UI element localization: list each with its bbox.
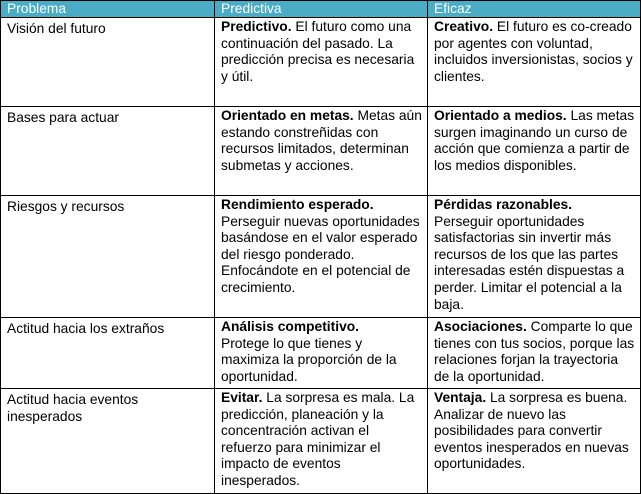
- predictive-cell: [215, 318, 428, 389]
- effectual-cell-heading: Creativo.: [434, 19, 494, 34]
- predictive-cell: [215, 389, 428, 494]
- header-eficaz: Eficaz: [428, 1, 641, 18]
- predictive-cell-heading: Análisis competitivo.: [221, 319, 360, 334]
- predictive-cell: [215, 107, 428, 196]
- predictive-cell-text: Perseguir nuevas oportunidades basándose en el valor esperado del riesgo ponderado. Enfocándote en el potencial de crecimiento.: [221, 213, 420, 295]
- effectual-cell: [428, 196, 641, 318]
- effectual-cell: [428, 318, 641, 389]
- effectual-cell-text: Perseguir oportunidades satisfactorias sin invertir más recursos de los que las partes interesadas estén dispuestas a perder. Limitar el potencial a la baja.: [434, 213, 625, 312]
- table-row: [1, 107, 641, 196]
- table-row: [1, 18, 641, 107]
- predictive-cell-heading: Rendimiento esperado.: [221, 197, 374, 212]
- table-row: [1, 196, 641, 318]
- predictive-cell: [215, 196, 428, 318]
- problem-cell: Riesgos y recursos: [1, 196, 215, 318]
- predictive-cell-heading: Orientado en metas.: [221, 108, 354, 123]
- predictive-cell-text: Protege lo que tienes y maximiza la proporción de la oportunidad.: [221, 335, 397, 384]
- predictive-cell-text: Metas aún estando constreñidas con recursos limitados, determinan submetas y acciones.: [221, 108, 422, 173]
- header-problema: Problema: [1, 1, 215, 18]
- effectual-cell-text: Las metas surgen imaginando un curso de acción que comienza a partir de los medios disponibles.: [434, 108, 635, 173]
- effectual-cell-heading: Pérdidas razonables.: [434, 197, 573, 212]
- effectual-cell-text: La sorpresa es buena. Analizar de nuevo las posibilidades para convertir eventos inesperados en nuevas oportunidades.: [434, 390, 629, 472]
- effectual-cell-heading: Asociaciones.: [434, 319, 527, 334]
- effectual-cell: [428, 107, 641, 196]
- table-body: [1, 18, 641, 494]
- effectual-cell-heading: Ventaja.: [434, 390, 487, 405]
- header-row: [1, 1, 641, 18]
- table-row: [1, 318, 641, 389]
- effectual-cell-text: Comparte lo que tienes con tus socios, porque las relaciones forjan la trayectoria de la oportunidad.: [434, 319, 635, 384]
- effectual-cell-text: El futuro es co-creado por agentes con voluntad, incluidos inversionistas, socios y clientes.: [434, 19, 633, 84]
- problem-cell: Visión del futuro: [1, 18, 215, 107]
- effectual-cell-heading: Orientado a medios.: [434, 108, 567, 123]
- table-row: [1, 389, 641, 494]
- effectual-cell: [428, 389, 641, 494]
- predictive-cell-heading: Predictivo.: [221, 19, 292, 34]
- header-predictiva: Predictiva: [215, 1, 428, 18]
- problem-cell: Actitud hacia los extraños: [1, 318, 215, 389]
- predictive-cell-text: El futuro como una continuación del pasado. La predicción precisa es necesaria y útil.: [221, 19, 415, 84]
- predictive-cell: [215, 18, 428, 107]
- problem-cell: Actitud hacia eventos inesperados: [1, 389, 215, 494]
- problem-cell: Bases para actuar: [1, 107, 215, 196]
- table-header: [1, 1, 641, 18]
- effectual-cell: [428, 18, 641, 107]
- predictive-cell-heading: Evitar.: [221, 390, 263, 405]
- predictive-cell-text: La sorpresa es mala. La predicción, planeación y la concentración activan el refuerzo para minimizar el impacto de eventos inesperados.: [221, 390, 415, 488]
